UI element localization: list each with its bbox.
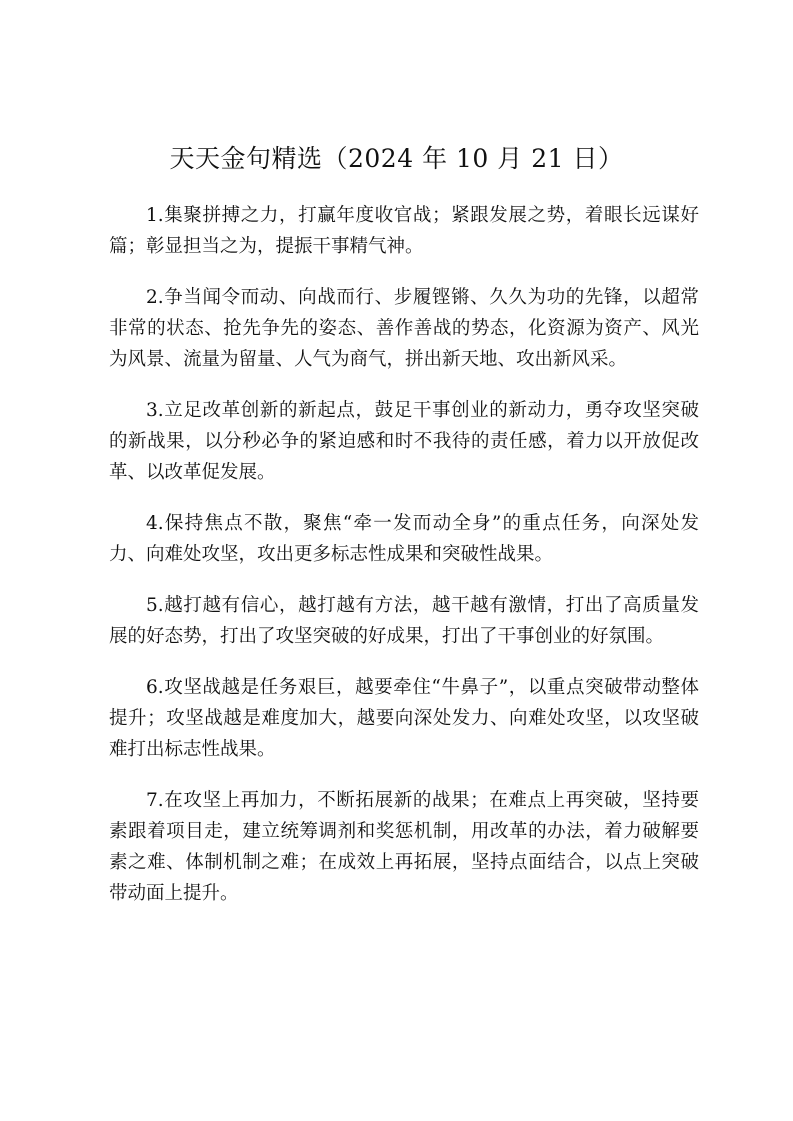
paragraph-1: 1.集聚拼搏之力，打赢年度收官战；紧跟发展之势，着眼长远谋好篇；彰显担当之为，提振干事精气神。 — [109, 205, 699, 257]
paragraph-2: 2.争当闻令而动、向战而行、步履铿锵、久久为功的先锋，以超常非常的状态、抢先争先的姿态、善作善战的势态，化资源为资产、风光为风景、流量为留量、人气为商气，拼出新天地、攻出新风采。 — [109, 287, 699, 370]
paragraph-6: 6.攻坚战越是任务艰巨，越要牵住“牛鼻子”，以重点突破带动整体提升；攻坚战越是难度加大，越要向深处发力、向难处攻坚，以攻坚破难打出标志性战果。 — [109, 677, 699, 760]
document-body — [109, 200, 699, 929]
paragraph-4: 4.保持焦点不散，聚焦“牵一发而动全身”的重点任务，向深处发力、向难处攻坚，攻出更多标志性成果和突破性战果。 — [109, 513, 699, 565]
paragraph-7: 7.在攻坚上再加力，不断拓展新的战果；在难点上再突破，坚持要素跟着项目走，建立统筹调剂和奖惩机制，用改革的办法，着力破解要素之难、体制机制之难；在成效上再拓展，坚持点面结合，以点上突破带动面上提升。 — [109, 790, 699, 904]
page-title: 天天金句精选（2024 年 10 月 21 日） — [169, 144, 624, 173]
paragraph-5: 5.越打越有信心，越打越有方法，越干越有激情，打出了高质量发展的好态势，打出了攻坚突破的好成果，打出了干事创业的好氛围。 — [109, 595, 699, 647]
paragraph-3: 3.立足改革创新的新起点，鼓足干事创业的新动力，勇夺攻坚突破的新战果，以分秒必争的紧迫感和时不我待的责任感，着力以开放促改革、以改革促发展。 — [109, 400, 699, 483]
